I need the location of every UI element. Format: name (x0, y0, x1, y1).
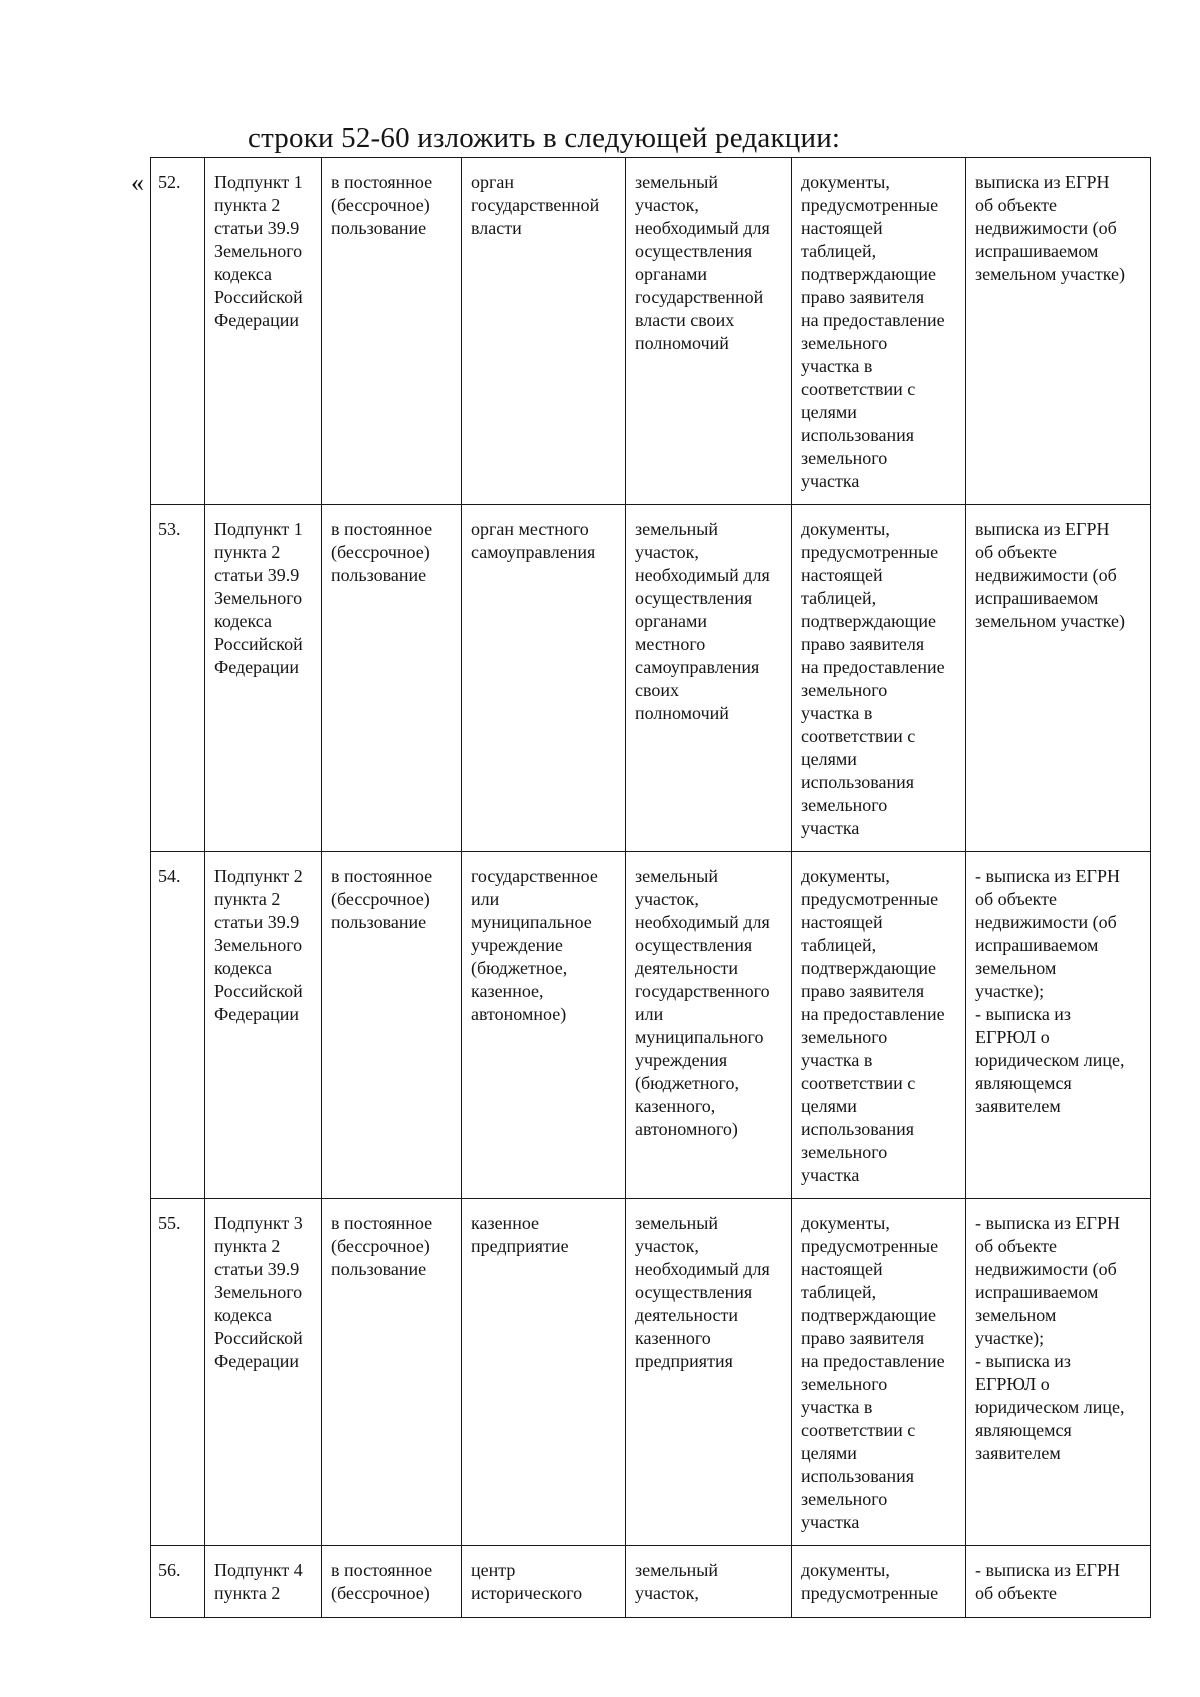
applicant-cell: государственное или муниципальное учреждение (бюджетное, казенное, автономное) (462, 852, 626, 1199)
registry-extracts-cell: - выписка из ЕГРН об объекте недвижимости (об испрашиваемом земельном участке); - выписка из ЕГРЮЛ о юридическом лице, являющемся заявителем (966, 852, 1151, 1199)
applicant-cell: орган местного самоуправления (462, 505, 626, 852)
land-plot-documents-table (150, 157, 1151, 1618)
registry-extracts-cell: - выписка из ЕГРН об объекте (966, 1546, 1151, 1618)
registry-extracts-cell: - выписка из ЕГРН об объекте недвижимости (об испрашиваемом земельном участке); - выписка из ЕГРЮЛ о юридическом лице, являющемся заявителем (966, 1199, 1151, 1546)
row-number: 56. (151, 1546, 205, 1618)
right-type-cell: в постоянное (бессрочное) пользование (322, 505, 462, 852)
legal-basis-cell: Подпункт 1 пункта 2 статьи 39.9 Земельного кодекса Российской Федерации (205, 505, 322, 852)
right-type-cell: в постоянное (бессрочное) (322, 1546, 462, 1618)
applicant-cell: центр исторического (462, 1546, 626, 1618)
table-row (151, 1546, 1151, 1618)
required-documents-cell: документы, предусмотренные настоящей таблицей, подтверждающие право заявителя на предоставление земельного участка в соответствии с целями использования земельного участка (792, 158, 966, 505)
right-type-cell: в постоянное (бессрочное) пользование (322, 158, 462, 505)
land-purpose-cell: земельный участок, необходимый для осуществления деятельности государственного или муниципального учреждения (бюджетного, казенного, автономного) (626, 852, 792, 1199)
legal-basis-cell: Подпункт 3 пункта 2 статьи 39.9 Земельного кодекса Российской Федерации (205, 1199, 322, 1546)
land-purpose-cell: земельный участок, необходимый для осуществления органами местного самоуправления своих полномочий (626, 505, 792, 852)
land-purpose-cell: земельный участок, необходимый для осуществления деятельности казенного предприятия (626, 1199, 792, 1546)
row-number: 53. (151, 505, 205, 852)
land-purpose-cell: земельный участок, необходимый для осуществления органами государственной власти своих полномочий (626, 158, 792, 505)
table-row (151, 852, 1151, 1199)
table-row (151, 505, 1151, 852)
applicant-cell: казенное предприятие (462, 1199, 626, 1546)
legal-basis-cell: Подпункт 2 пункта 2 статьи 39.9 Земельного кодекса Российской Федерации (205, 852, 322, 1199)
legal-basis-cell: Подпункт 1 пункта 2 статьи 39.9 Земельного кодекса Российской Федерации (205, 158, 322, 505)
right-type-cell: в постоянное (бессрочное) пользование (322, 1199, 462, 1546)
table-row (151, 158, 1151, 505)
legal-basis-cell: Подпункт 4 пункта 2 (205, 1546, 322, 1618)
registry-extracts-cell: выписка из ЕГРН об объекте недвижимости (об испрашиваемом земельном участке) (966, 505, 1151, 852)
land-purpose-cell: земельный участок, (626, 1546, 792, 1618)
required-documents-cell: документы, предусмотренные (792, 1546, 966, 1618)
right-type-cell: в постоянное (бессрочное) пользование (322, 852, 462, 1199)
required-documents-cell: документы, предусмотренные настоящей таблицей, подтверждающие право заявителя на предоставление земельного участка в соответствии с целями использования земельного участка (792, 852, 966, 1199)
row-number: 54. (151, 852, 205, 1199)
row-number: 55. (151, 1199, 205, 1546)
row-number: 52. (151, 158, 205, 505)
required-documents-cell: документы, предусмотренные настоящей таблицей, подтверждающие право заявителя на предоставление земельного участка в соответствии с целями использования земельного участка (792, 505, 966, 852)
section-heading: строки 52-60 изложить в следующей редакции: (248, 122, 841, 154)
required-documents-cell: документы, предусмотренные настоящей таблицей, подтверждающие право заявителя на предоставление земельного участка в соответствии с целями использования земельного участка (792, 1199, 966, 1546)
table-row (151, 1199, 1151, 1546)
opening-quote-mark: « (131, 168, 144, 197)
registry-extracts-cell: выписка из ЕГРН об объекте недвижимости (об испрашиваемом земельном участке) (966, 158, 1151, 505)
applicant-cell: орган государственной власти (462, 158, 626, 505)
